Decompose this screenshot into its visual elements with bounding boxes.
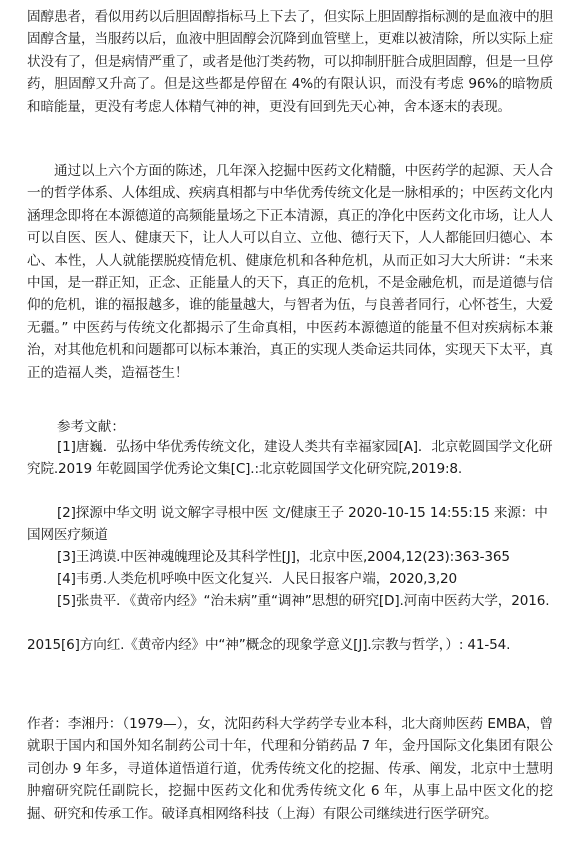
body-paragraph-1: 固醇患者，看似用药以后胆固醇指标马上下去了，但实际上胆固醇指标测的是血液中的胆固醇含量，当服药以后，血液中胆固醇会沉降到血管壁上，更难以被清除，所以实际上症状没有了，但是病情严重了，或者是他汀类药物，可以抑制肝脏合成胆固醇，但是一旦停药，胆固醇又升高了。但是这些都是停留在 4%的有限认识，而没有考虑 96%的暗物质和暗能量，更没有考虑人体精气神的神，更没有回到先天心神，舍本逐末的表现。 [27, 9, 553, 115]
reference-item-1: [1]唐巍．弘扬中华优秀传统文化，建设人类共有幸福家园[A]．北京乾圆国学文化研究院.2019 年乾圆国学优秀论文集[C].:北京乾圆国学文化研究院,2019:8. [27, 439, 553, 478]
reference-item-5: [5]张贵平．《黄帝内经》“治未病”重“调神”思想的研究[D].河南中医药大学，2016. [57, 593, 550, 609]
references-heading: 参考文献： [57, 419, 125, 435]
reference-item-3: [3]王鸿谟.中医神魂魄理论及其科学性[J]，北京中医,2004,12(23):363-365 [57, 549, 510, 565]
body-paragraph-2: 通过以上六个方面的陈述，几年深入挖掘中医药文化精髓，中医药学的起源、天人合一的哲学体系、人体组成、疾病真相都与中华优秀传统文化是一脉相承的；中医药文化内涵理念即将在本源德道的高频能量场之下正本清源，真正的净化中医药文化市场，让人人可以自医、医人、健康天下，让人人可以自立、立他、德行天下，人人都能回归德心、本心、本性，人人就能摆脱疫情危机、健康危机和各种危机，从而正如习大大所讲：“未来中国，是一群正知，正念、正能量人的天下，真正的危机，不是金融危机，而是道德与信仰的危机，谁的福报越多，谁的能量越大，与智者为伍，与良善者同行，心怀苍生，大爱无疆。” 中医药与传统文化都揭示了生命真相，中医药本源德道的能量不但对疾病标本兼治，对其他危机和问题都可以标本兼治，真正的实现人类命运共同体，实现天下太平，真正的造福人类，造福苍生！ [27, 163, 553, 381]
reference-item-6: 2015[6]方向红.《黄帝内经》中“神”概念的现象学意义[J].宗教与哲学，）: 41-54. [27, 637, 511, 653]
reference-item-4: [4]韦勇.人类危机呼唤中医文化复兴．人民日报客户端，2020,3,20 [57, 571, 458, 587]
reference-item-2: [2]探源中华文明 说文解字寻根中医 文/健康王子 2020-10-15 14:55:15 来源：中国网医疗频道 [27, 505, 548, 544]
author-bio: 作者：李湘丹：（1979—），女，沈阳药科大学药学专业本科，北大商帅医药 EMBA，曾就职于国内和国外知名制药公司十年，代理和分销药品 7 年，金丹国际文化集团有限公司创办 9 年多，寻道体道悟道行道，优秀传统文化的挖掘、传承、阐发，北京中士慧明肿瘤研究院任副院长，挖掘中医药文化和优秀传统文化 6 年，从事上品中医文化的挖掘、研究和传承工作。破译真相网络科技（上海）有限公司继续进行医学研究。 [27, 716, 553, 822]
